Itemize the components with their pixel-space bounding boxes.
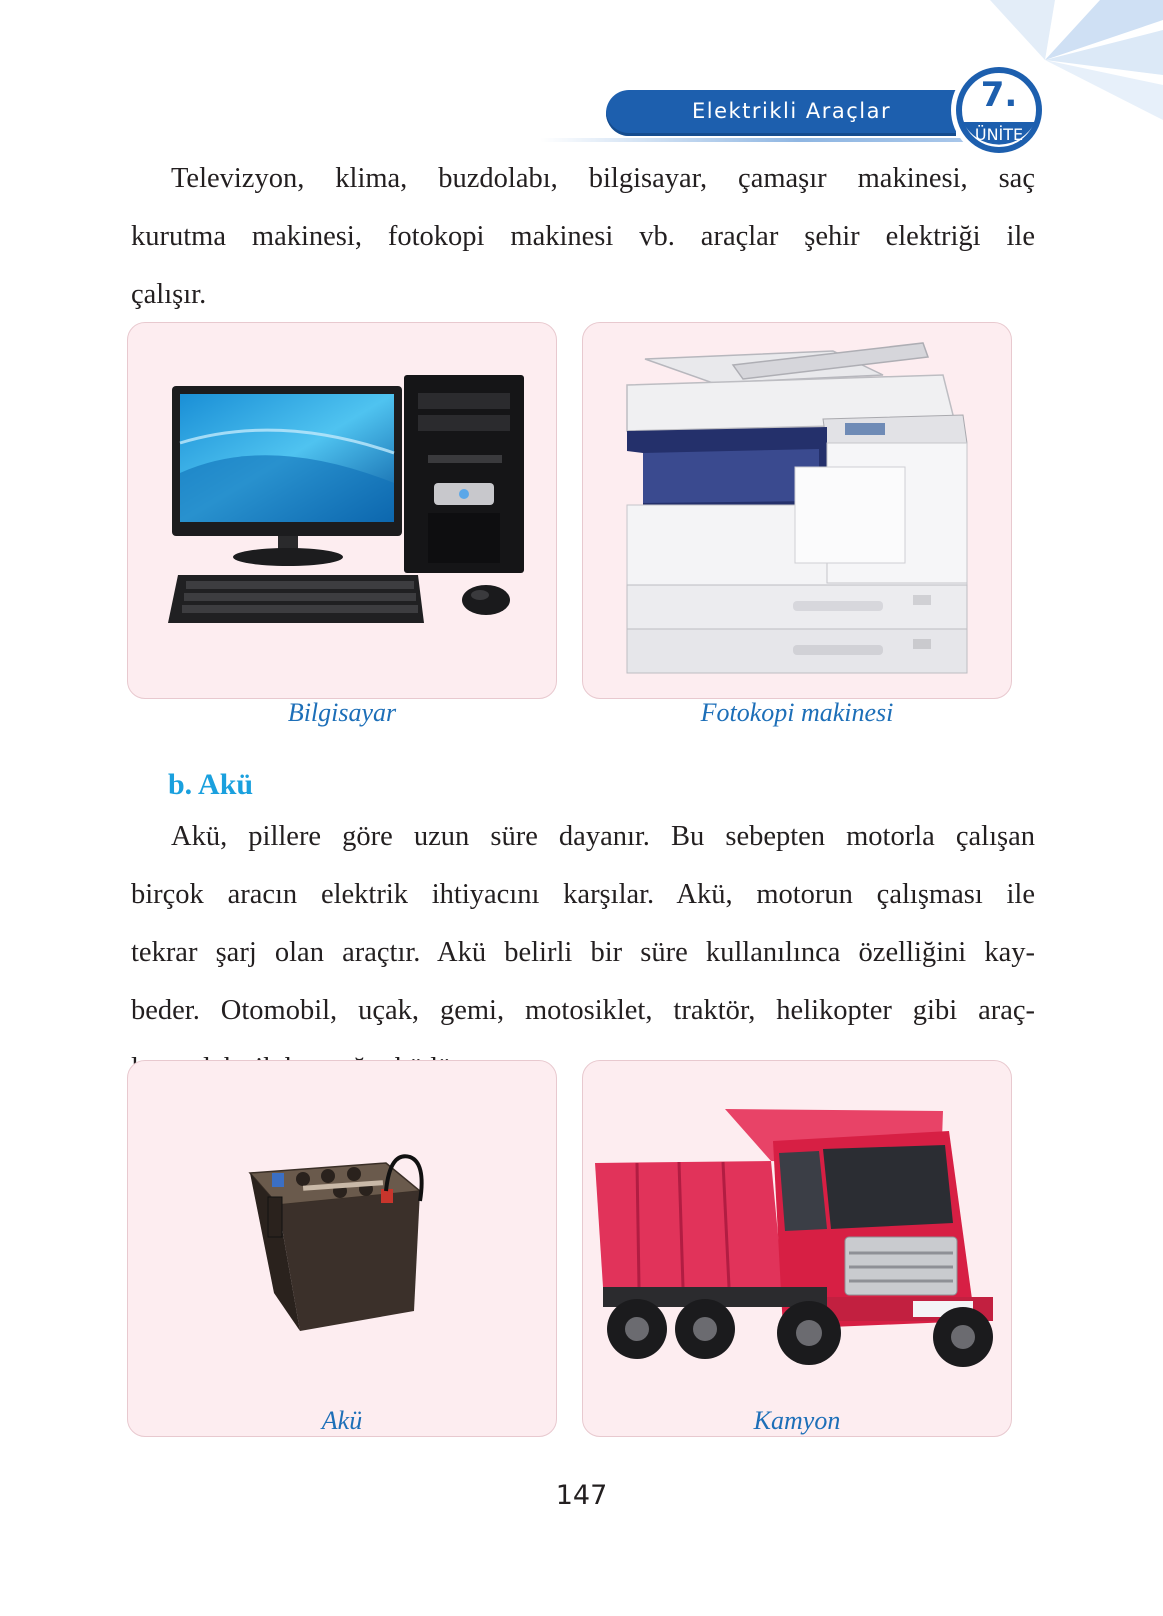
intro-line-1: Televizyon, klima, buzdolabı, bilgisayar, çamaşır makinesi, saç — [171, 163, 1035, 194]
chapter-title-banner — [606, 90, 956, 136]
computer-illustration-icon — [128, 323, 557, 699]
unit-badge — [949, 60, 1049, 160]
header-underline — [540, 138, 970, 142]
photocopier-illustration-icon — [583, 323, 1012, 699]
unit-label: ÜNİTE — [974, 125, 1024, 144]
section-line-3: tekrar şarj olan araçtır. Akü belirli bir süre kullanılınca özelliğini kay- — [131, 937, 1035, 968]
section-paragraph — [131, 808, 1035, 1098]
battery-photo — [127, 1060, 557, 1437]
section-title: b. Akü — [168, 768, 254, 801]
unit-number: 7. — [980, 75, 1018, 115]
page-number: 147 — [555, 1480, 608, 1511]
intro-paragraph — [131, 150, 1035, 324]
section-line-1: Akü, pillere göre uzun süre dayanır. Bu sebepten motorla çalışan — [171, 821, 1035, 852]
truck-caption: Kamyon — [753, 1406, 841, 1435]
section-line-4: beder. Otomobil, uçak, gemi, motosiklet, traktör, helikopter gibi araç- — [131, 995, 1035, 1026]
intro-line-3: çalışır. — [131, 279, 207, 310]
computer-photo — [127, 322, 557, 699]
battery-caption: Akü — [321, 1406, 363, 1435]
car-battery-illustration-icon — [128, 1061, 557, 1437]
section-line-2: birçok aracın elektrik ihtiyacını karşılar. Akü, motorun çalışması ile — [131, 879, 1035, 910]
photocopier-caption: Fotokopi makinesi — [700, 698, 894, 727]
intro-line-2: kurutma makinesi, fotokopi makinesi vb. araçlar şehir elektriği ile — [131, 221, 1035, 252]
computer-caption: Bilgisayar — [287, 698, 397, 727]
dump-truck-illustration-icon — [583, 1061, 1012, 1437]
truck-photo — [582, 1060, 1012, 1437]
photocopier-photo — [582, 322, 1012, 699]
chapter-title: Elektrikli Araçlar — [692, 99, 892, 123]
